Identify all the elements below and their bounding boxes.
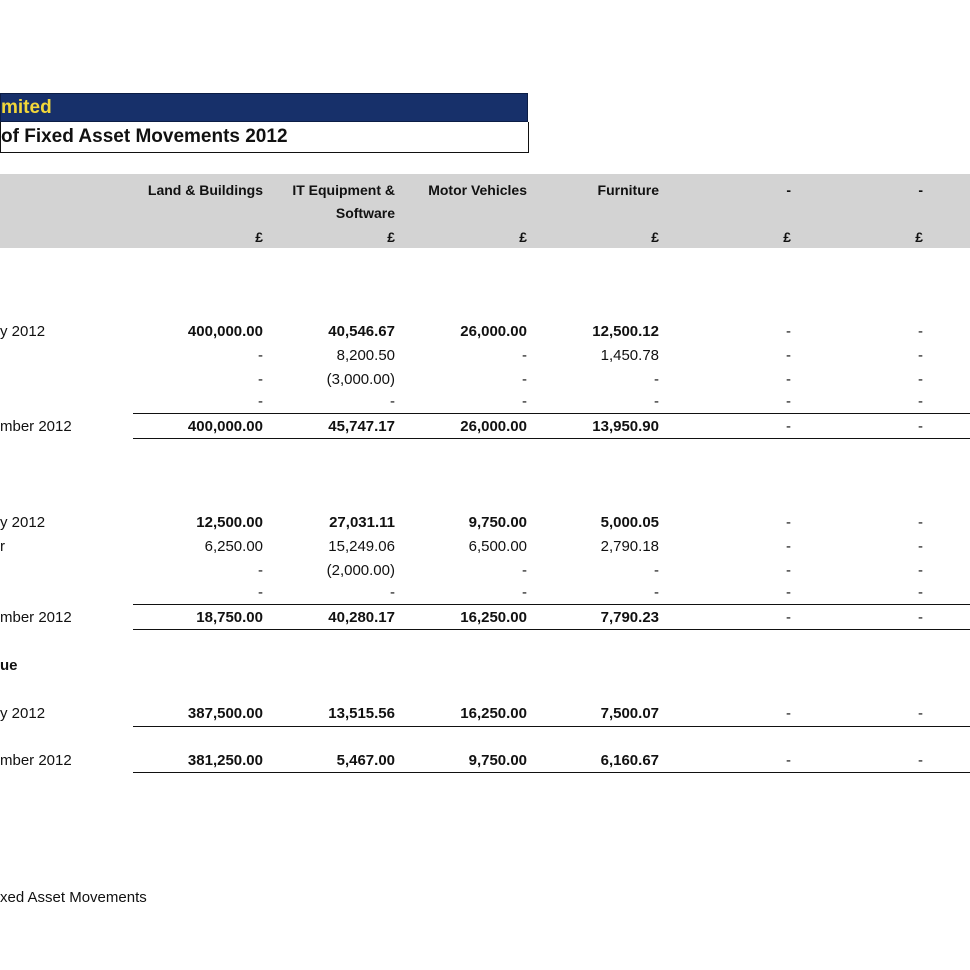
table-cell: 27,031.11 [329,514,395,531]
row-label: y 2012 [0,514,46,531]
table-cell: 1,450.78 [600,347,659,364]
table-cell: - [918,584,923,601]
table-cell: 26,000.00 [460,418,527,435]
table-cell: - [258,347,263,364]
table-cell: - [258,562,263,579]
col-unit-it: £ [387,229,395,245]
table-cell: (3,000.00) [326,371,395,388]
col-header-furniture: Furniture [597,182,659,198]
col-header-it-line2: Software [335,205,395,221]
table-cell: 381,250.00 [187,752,263,769]
table-cell: - [918,752,923,769]
table-row [0,391,970,413]
column-header-band [0,174,970,248]
table-cell: - [786,562,791,579]
table-cell: - [918,347,923,364]
table-row [0,536,970,558]
table-cell: 40,546.67 [328,323,395,340]
col-header-6: - [918,182,923,198]
table-cell: 12,500.00 [196,514,263,531]
table-cell: - [918,418,923,435]
total-row [0,416,970,438]
table-cell: 5,000.05 [600,514,659,531]
table-cell: 18,750.00 [196,609,263,626]
report-title: of Fixed Asset Movements 2012 [0,122,529,153]
table-cell: - [918,609,923,626]
table-cell: - [654,393,659,410]
table-cell: - [258,584,263,601]
table-cell: 15,249.06 [328,538,395,555]
row-label: y 2012 [0,323,46,340]
table-row [0,321,970,343]
table-cell: - [918,562,923,579]
col-header-land: Land & Buildings [147,182,263,198]
table-cell: 400,000.00 [187,418,263,435]
table-cell: - [258,393,263,410]
table-cell: 8,200.50 [336,347,395,364]
table-cell: (2,000.00) [326,562,395,579]
total-rule-top [133,604,970,605]
table-cell: - [918,323,923,340]
col-header-it: IT Equipment & [292,182,395,198]
table-cell: - [654,584,659,601]
col-unit-5: £ [783,229,791,245]
table-cell: 16,250.00 [460,609,527,626]
table-cell: 9,750.00 [468,752,527,769]
table-cell: 7,500.07 [600,705,659,722]
row-label: y 2012 [0,705,46,722]
row-label: mber 2012 [0,752,72,769]
nbv-rule [133,726,970,727]
table-cell: - [786,514,791,531]
table-cell: - [786,371,791,388]
total-rule-bottom [133,438,970,439]
col-unit-6: £ [915,229,923,245]
table-row [0,345,970,367]
table-cell: - [786,584,791,601]
col-unit-motor: £ [519,229,527,245]
table-cell: 6,160.67 [600,752,659,769]
total-rule-top [133,413,970,414]
table-row [0,512,970,534]
table-cell: 7,790.23 [600,609,659,626]
table-cell: 6,250.00 [204,538,263,555]
table-cell: - [786,609,791,626]
table-cell: - [654,562,659,579]
table-row [0,560,970,582]
table-cell: - [786,705,791,722]
table-cell: - [522,393,527,410]
table-cell: - [258,371,263,388]
table-cell: 13,515.56 [328,705,395,722]
table-cell: - [522,584,527,601]
col-unit-furniture: £ [651,229,659,245]
table-cell: 5,467.00 [336,752,395,769]
total-row [0,607,970,629]
table-row [0,582,970,604]
table-cell: 387,500.00 [187,705,263,722]
table-cell: - [786,538,791,555]
col-header-5: - [786,182,791,198]
table-cell: 16,250.00 [460,705,527,722]
table-cell: - [654,371,659,388]
footer-note: xed Asset Movements [0,889,147,906]
table-cell: - [918,705,923,722]
table-cell: - [786,752,791,769]
nbv-heading: ue [0,657,18,674]
table-cell: 9,750.00 [468,514,527,531]
row-label: mber 2012 [0,609,72,626]
table-cell: - [390,584,395,601]
table-cell: 40,280.17 [328,609,395,626]
table-cell: - [522,562,527,579]
table-cell: 13,950.90 [592,418,659,435]
col-header-motor: Motor Vehicles [428,182,527,198]
table-row [0,703,970,725]
table-cell: 2,790.18 [600,538,659,555]
nbv-rule [133,772,970,773]
table-cell: - [918,514,923,531]
table-cell: 26,000.00 [460,323,527,340]
table-cell: 12,500.12 [592,323,659,340]
table-cell: - [786,347,791,364]
company-title: mited [0,93,528,122]
total-rule-bottom [133,629,970,630]
table-cell: - [522,371,527,388]
table-cell: - [390,393,395,410]
row-label: mber 2012 [0,418,72,435]
col-unit-land: £ [255,229,263,245]
table-cell: - [918,371,923,388]
table-cell: - [786,323,791,340]
table-row [0,369,970,391]
table-cell: - [522,347,527,364]
table-cell: - [786,393,791,410]
table-cell: 6,500.00 [468,538,527,555]
table-row [0,750,970,772]
table-cell: - [786,418,791,435]
row-label: r [0,538,5,555]
table-cell: - [918,538,923,555]
table-cell: - [918,393,923,410]
table-cell: 400,000.00 [187,323,263,340]
table-cell: 45,747.17 [328,418,395,435]
